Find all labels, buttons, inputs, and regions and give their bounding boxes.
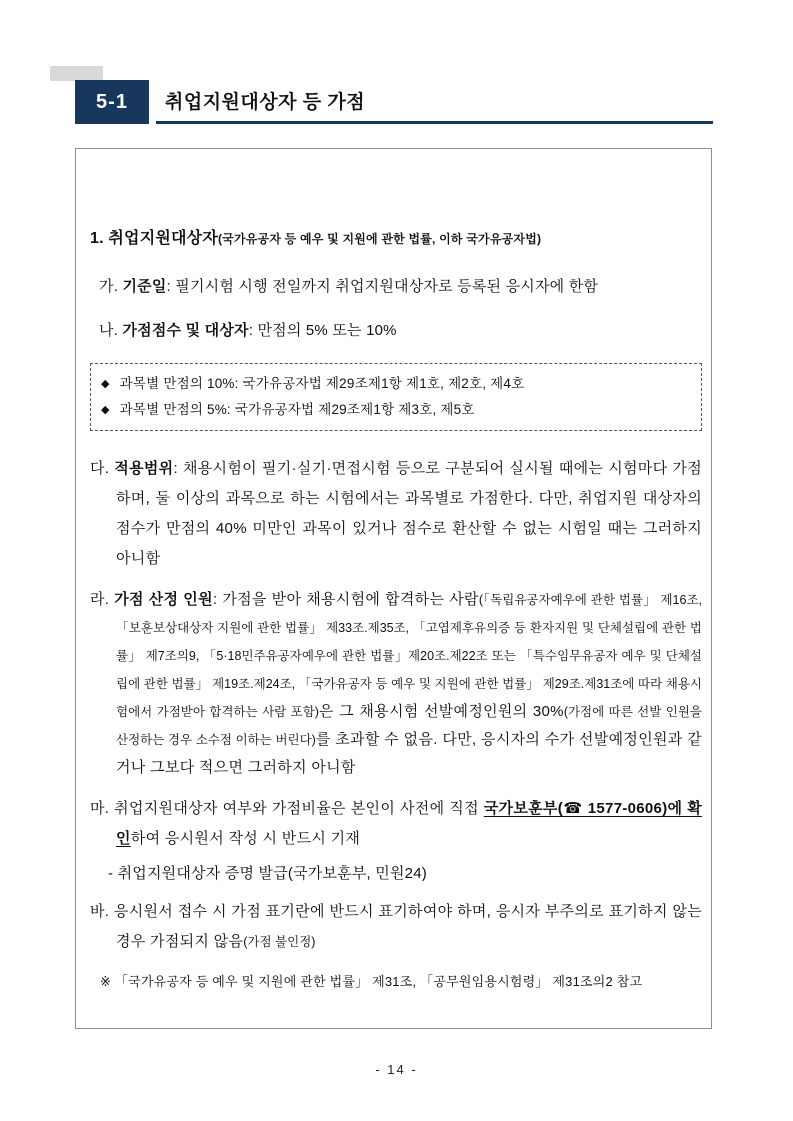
item-ra-colon: : (212, 591, 223, 608)
section-title: 취업지원대상자 등 가점 (165, 92, 366, 113)
item-ma-text-1: 취업지원대상자 여부와 가점비율은 본인이 사전에 직접 (114, 800, 484, 817)
item-ba-text: 응시원서 접수 시 가점 표기란에 반드시 표기하여야 하며, 응시자 부주의로 표기하지 않는 경우 가점되지 않음 (113, 903, 702, 950)
item-ra-text-2: 은 그 채용시험 선발예정인원의 30% (318, 703, 564, 720)
item-ma-sub: - 취업지원대상자 증명 발급(국가보훈부, 민원24) (108, 865, 427, 882)
item-ra (90, 586, 702, 782)
item-ra-term: 가점 산정 인원 (114, 591, 213, 608)
header-accent-decoration (50, 66, 103, 81)
item-na-text: : 만점의 5% 또는 10% (248, 322, 397, 339)
page-number: - 14 - (375, 1062, 418, 1077)
note-box-item (101, 397, 691, 423)
item-ba-small: (가점 불인정) (243, 935, 316, 949)
heading-note: (국가유공자 등 예우 및 지원에 관한 법률, 이하 국가유공자법) (217, 232, 542, 246)
item-na-label: 나. (99, 322, 123, 339)
item-ma (90, 794, 702, 854)
item-ra-label: 라. (90, 591, 115, 608)
item-ga-term: 기준일 (122, 278, 167, 295)
diamond-bullet-icon: ◆ (101, 378, 110, 390)
section-header (75, 80, 713, 124)
item-ga-text: : 필기시험 시행 전일까지 취업지원대상자로 등록된 응시자에 한함 (166, 278, 599, 295)
note-box-item-text: 과목별 만점의 5%: 국가유공자법 제29조제1항 제3호, 제5호 (119, 402, 475, 417)
item-ma-label: 마. (90, 800, 115, 817)
heading-1 (90, 225, 702, 248)
content-box (75, 148, 712, 1029)
heading-title: 취업지원대상자 (108, 230, 218, 247)
item-da-text: : 채용시험이 필기·실기·면접시험 등으로 구분되어 실시될 때에는 시험마다 가점하며, 둘 이상의 과목으로 하는 시험에서는 과목별로 가점한다. 다만, 취업지원 대상자의 점수가 만점의 40% 미만인 과목이 있거나 점수로 환산할 수 없는 시험일 때는 그러하지 아니함 (116, 460, 702, 567)
diamond-bullet-icon: ◆ (101, 404, 110, 416)
item-da-label: 다. (90, 460, 115, 477)
item-na (90, 319, 702, 340)
item-da (90, 454, 702, 574)
item-ba (90, 897, 702, 957)
item-ra-citation-1: (「독립유공자예우에 관한 법률」 제16조, 「보훈보상대상자 지원에 관한 법률」 제33조.제35조, 「고엽제후유의증 등 환자지원 및 단체설립에 관한 법률」 제7조의9, 「5·18민주유공자예우에 관한 법률」제20조.제22조 또는 「특수임무유공자 예우 및 단체설립에 관한 법률」 제19조.제24조, 「국가유공자 등 예우 및 지원에 관한 법률」 제29조.제31조에 따라 채용시험에서 가점받아 합격하는 사람 포함) (116, 593, 703, 719)
reference-note: ※ 「국가유공자 등 예우 및 지원에 관한 법률」 제31조, 「공무원임용시험령」 제31조의2 참고 (100, 974, 643, 989)
item-na-term: 가점점수 및 대상자 (122, 322, 249, 339)
item-ra-text-3: 를 초과할 수 없음. 다만, 응시자의 수가 선발예정인원과 같거나 그보다 적으면 그러하지 아니함 (116, 731, 702, 776)
item-da-term: 적용범위 (114, 460, 174, 477)
note-box (90, 363, 702, 431)
note-box-item (101, 371, 691, 397)
note-box-item-text: 과목별 만점의 10%: 국가유공자법 제29조제1항 제1호, 제2호, 제4호 (119, 376, 525, 391)
item-ga (90, 275, 702, 296)
heading-number: 1. (90, 230, 109, 247)
item-ra-citation-2: (가점에 따른 선발 인원을 산정하는 경우 소수점 이하는 버린다) (116, 705, 702, 747)
section-number-badge: 5-1 (75, 80, 149, 124)
item-ga-label: 가. (99, 278, 123, 295)
section-title-underline (156, 80, 713, 124)
item-ma-emphasis: 국가보훈부(☎ 1577-0606)에 확인 (116, 800, 702, 847)
item-ba-label: 바. (90, 903, 114, 920)
item-ma-text-2: 하여 응시원서 작성 시 반드시 기재 (130, 830, 361, 847)
item-ra-text-1: 가점을 받아 채용시험에 합격하는 사람 (222, 591, 479, 608)
